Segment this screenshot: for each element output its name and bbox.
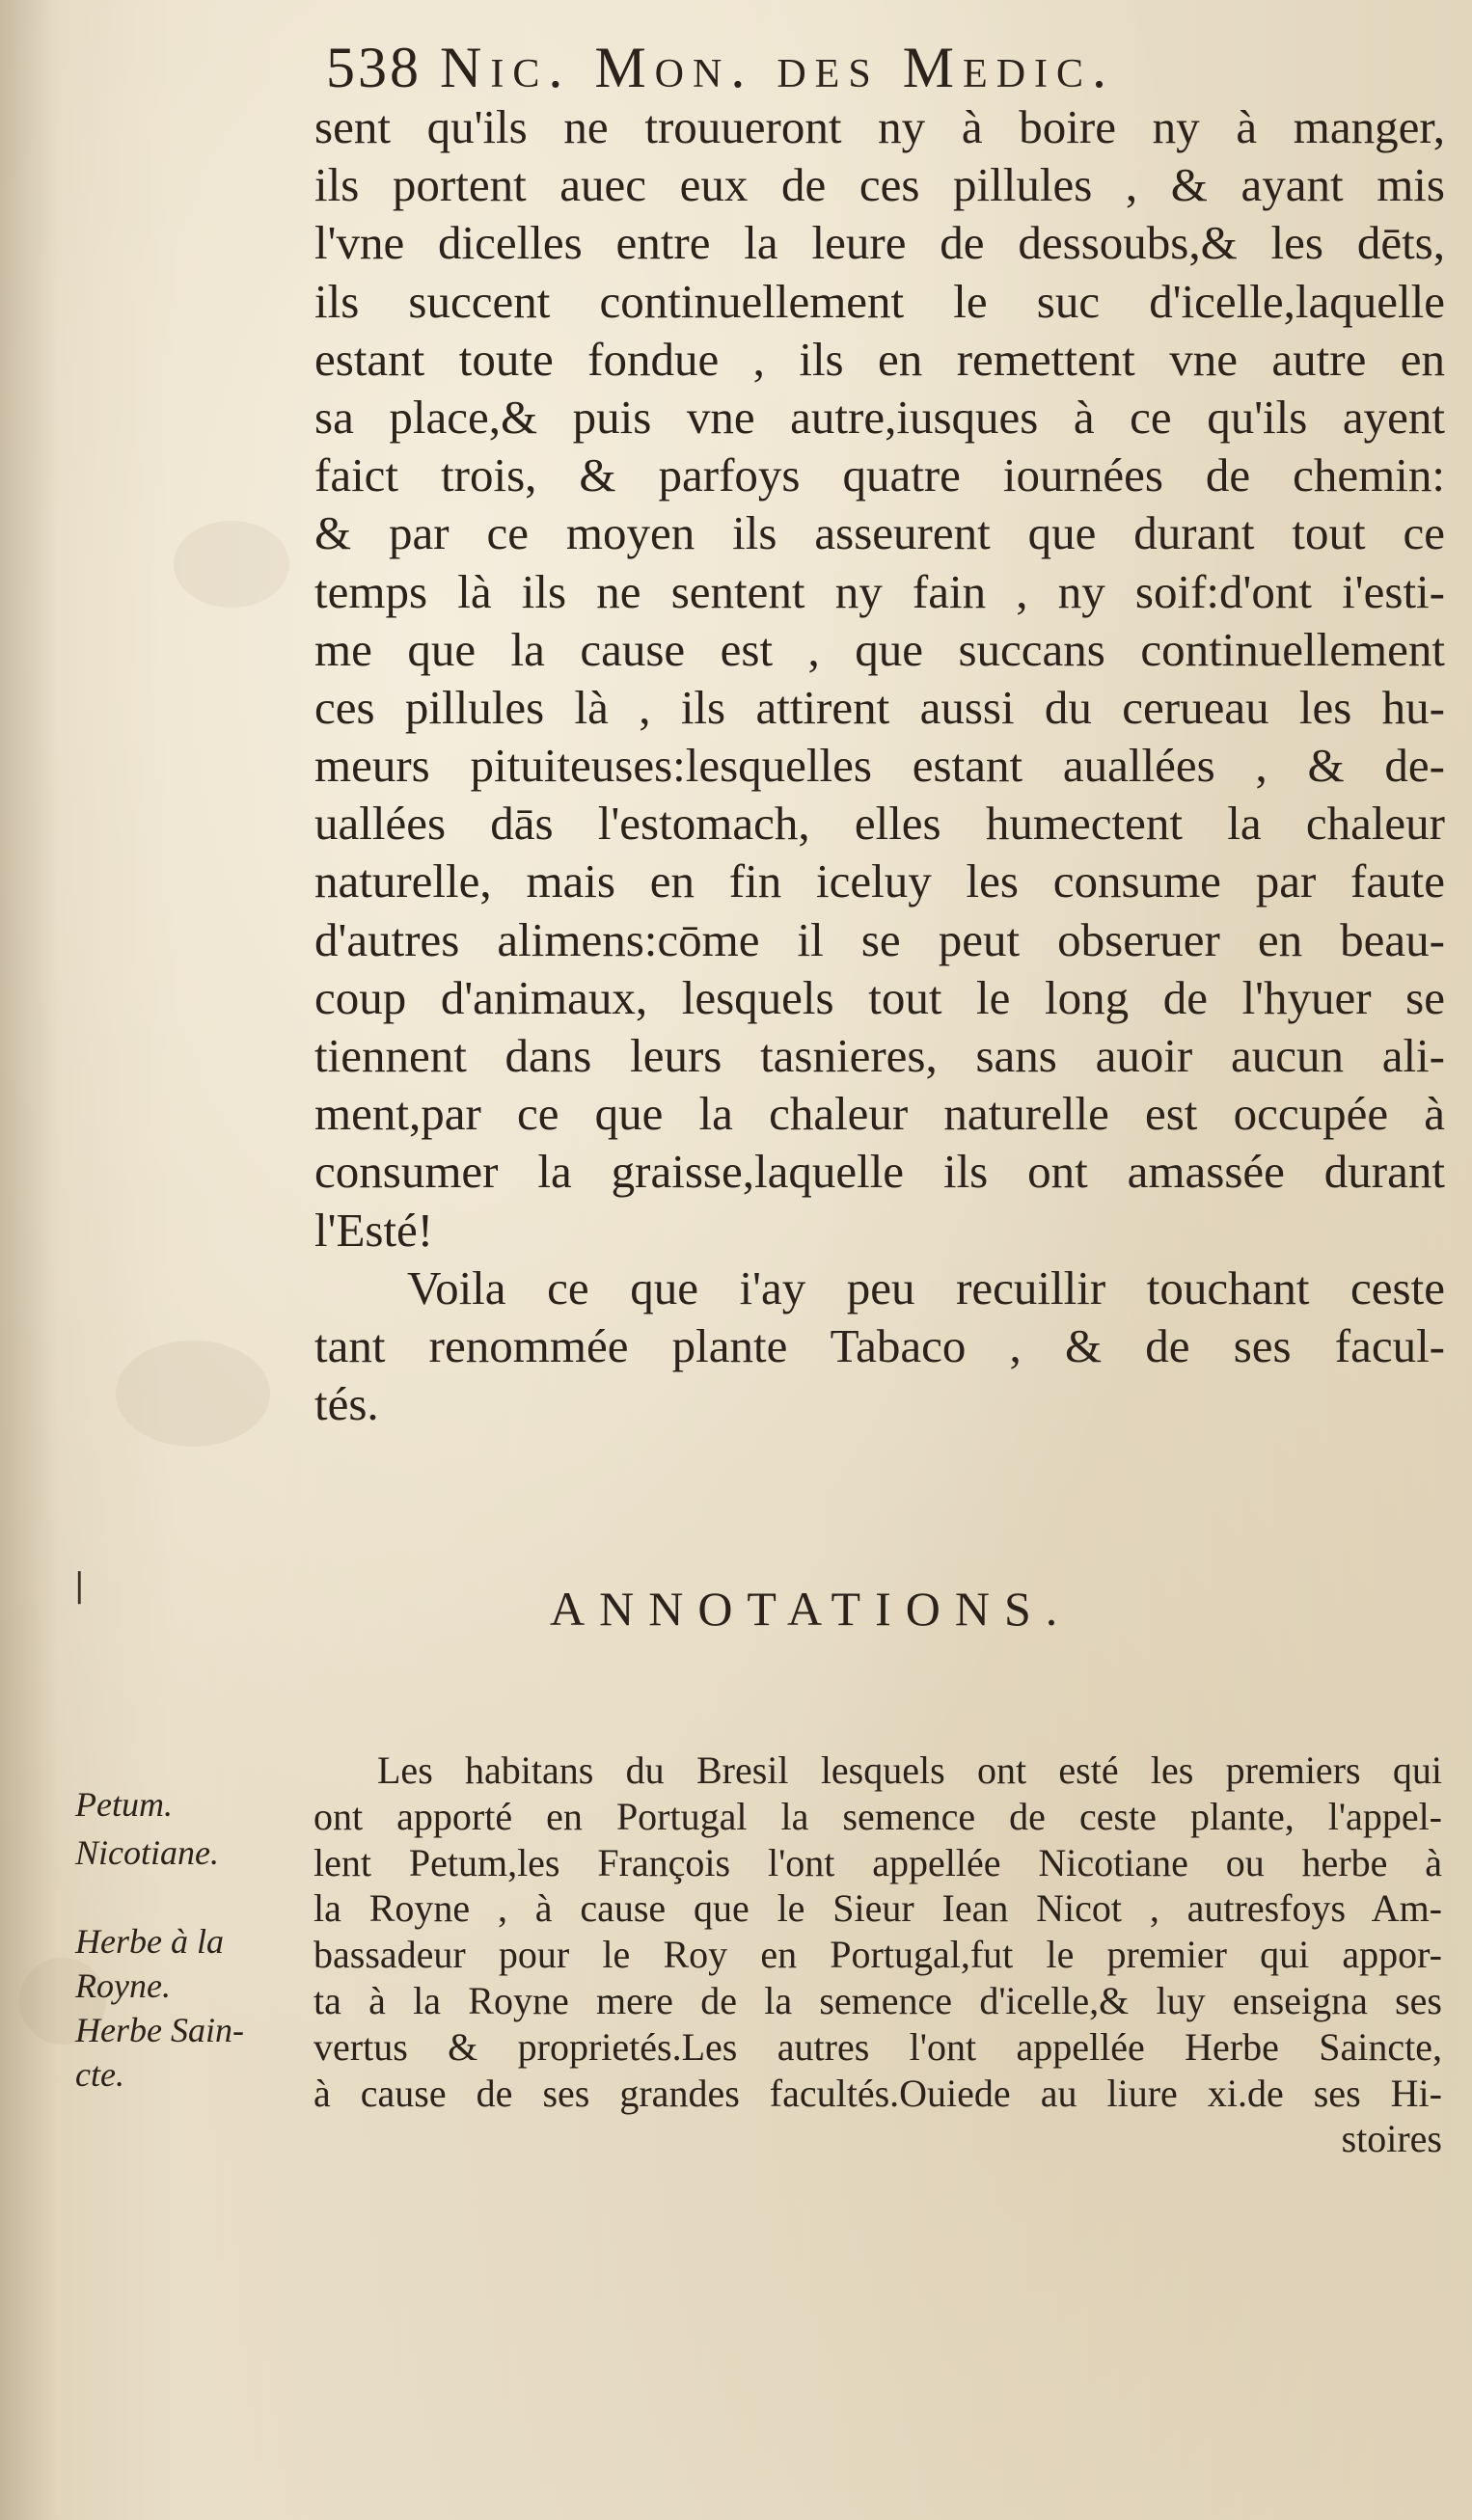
text-line: d'autres alimens:cōme il se peut obseruer en beau-: [314, 912, 1445, 966]
annotation-line: la Royne , à cause que le Sieur Iean Nicot , autresfoys Am-: [313, 1886, 1442, 1931]
text-line: ils portent auec eux de ces pillules , & ayant mis: [314, 158, 1445, 212]
main-text-block: [314, 98, 1445, 1433]
text-line: ment,par ce que la chaleur naturelle est occupée à: [314, 1087, 1445, 1141]
annotation-line: ont apporté en Portugal la semence de ceste plante, l'appel-: [313, 1794, 1442, 1838]
page-edge-shadow: [0, 0, 58, 2520]
running-header: [326, 29, 1329, 106]
text-line: naturelle, mais en fin iceluy les consume par faute: [314, 854, 1445, 908]
text-line: tés.: [314, 1377, 379, 1431]
margin-note-herbe-royne: Royne.: [75, 1966, 171, 2005]
text-line: faict trois, & parfoys quatre iournées de chemin:: [314, 448, 1445, 502]
margin-note-petum: Petum.: [75, 1785, 173, 1824]
annotation-line: Les habitans du Bresil lesquels ont esté les premiers qui: [377, 1748, 1442, 1792]
paper-stain: [174, 521, 289, 608]
text-line: ils succent continuellement le suc d'icelle,laquelle: [314, 274, 1445, 328]
text-line: & par ce moyen ils asseurent que durant tout ce: [314, 506, 1445, 560]
text-line: consumer la graisse,laquelle ils ont amassée durant: [314, 1145, 1445, 1199]
margin-note-herbe-royne: Herbe à la: [75, 1922, 224, 1961]
text-line: temps là ils ne sentent ny fain , ny soif:d'ont i'esti-: [314, 564, 1445, 618]
catchword: stoires: [1341, 2117, 1442, 2161]
marginal-mark: ❘: [66, 1568, 94, 1604]
text-line: meurs pituiteuses:lesquelles estant auallées , & de-: [314, 739, 1445, 793]
annotation-line: lent Petum,les François l'ont appellée Nicotiane ou herbe à: [313, 1840, 1442, 1884]
annotation-line: à cause de ses grandes facultés.Ouiede au liure xi.de ses Hi-: [313, 2071, 1442, 2115]
text-line: tant renommée plante Tabaco , & de ses facul-: [314, 1318, 1445, 1372]
text-line: l'Esté!: [314, 1203, 434, 1257]
text-line: ces pillules là , ils attirent aussi du cerueau les hu-: [314, 680, 1445, 734]
annotation-line: ta à la Royne mere de la semence d'icelle,& luy enseigna ses: [313, 1978, 1442, 2022]
margin-note-herbe-saincte: cte.: [75, 2055, 124, 2094]
text-line: me que la cause est , que succans continuellement: [314, 622, 1445, 676]
text-line: estant toute fondue , ils en remettent vne autre en: [314, 332, 1445, 386]
running-title: Nic. Mon. des Medic.: [440, 36, 1116, 99]
margin-note-nicotiane: Nicotiane.: [75, 1833, 219, 1872]
annotation-line: vertus & proprietés.Les autres l'ont appellée Herbe Saincte,: [313, 2024, 1442, 2069]
text-line: coup d'animaux, lesquels tout le long de l'hyuer se: [314, 970, 1445, 1024]
text-line: sent qu'ils ne trouueront ny à boire ny à manger,: [314, 100, 1445, 153]
margin-note-herbe-saincte: Herbe Sain-: [75, 2011, 244, 2049]
text-line: sa place,& puis vne autre,iusques à ce qu'ils ayent: [314, 390, 1445, 444]
paper-stain: [116, 1341, 270, 1447]
text-line: uallées dās l'estomach, elles humectent la chaleur: [314, 797, 1445, 851]
text-line: tiennent dans leurs tasnieres, sans auoir aucun ali-: [314, 1029, 1445, 1082]
page-number: 538: [326, 36, 422, 99]
text-line: l'vne dicelles entre la leure de dessoubs,& les dēts,: [314, 216, 1445, 270]
text-line: Voila ce que i'ay peu recuillir touchant ceste: [407, 1260, 1445, 1314]
annotations-heading: ANNOTATIONS.: [550, 1582, 1073, 1636]
annotation-text-block: [313, 1748, 1442, 2162]
annotation-line: bassadeur pour le Roy en Portugal,fut le premier qui appor-: [313, 1933, 1442, 1977]
